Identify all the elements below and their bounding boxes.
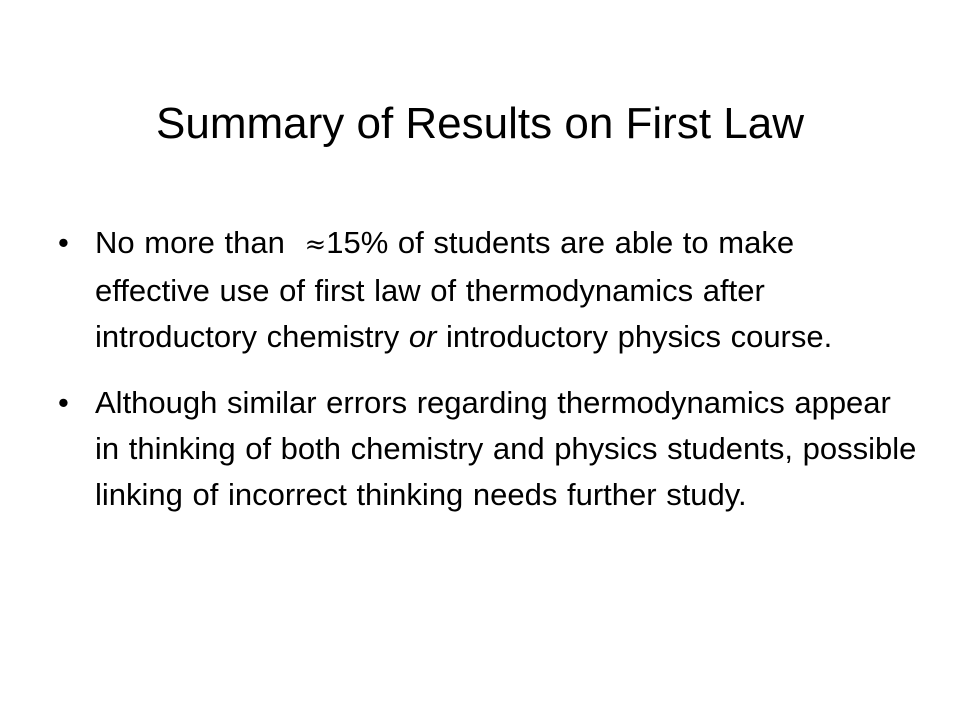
bullet-marker: • — [58, 385, 69, 420]
bullet-marker: • — [58, 225, 69, 260]
bullet-item-similar-errors — [58, 380, 918, 518]
bullet-text-part1: No more than — [95, 225, 295, 260]
bullet-item-first-law-percentage — [58, 220, 918, 360]
bullet-list — [58, 220, 918, 518]
bullet-text-part2: 15% of students are able to make effective use of first law of thermodynamics after introductory chemistry — [95, 225, 795, 354]
bullet-text-part3: introductory physics course. — [436, 319, 833, 354]
approximately-symbol: ≈ — [304, 230, 327, 260]
bullet-emphasis-or: or — [408, 319, 437, 354]
slide-title: Summary of Results on First Law — [156, 99, 804, 148]
bullet-text: Although similar errors regarding thermodynamics appear in thinking of both chemistry and physics students, possible linking of incorrect thinking needs further study. — [95, 385, 917, 512]
